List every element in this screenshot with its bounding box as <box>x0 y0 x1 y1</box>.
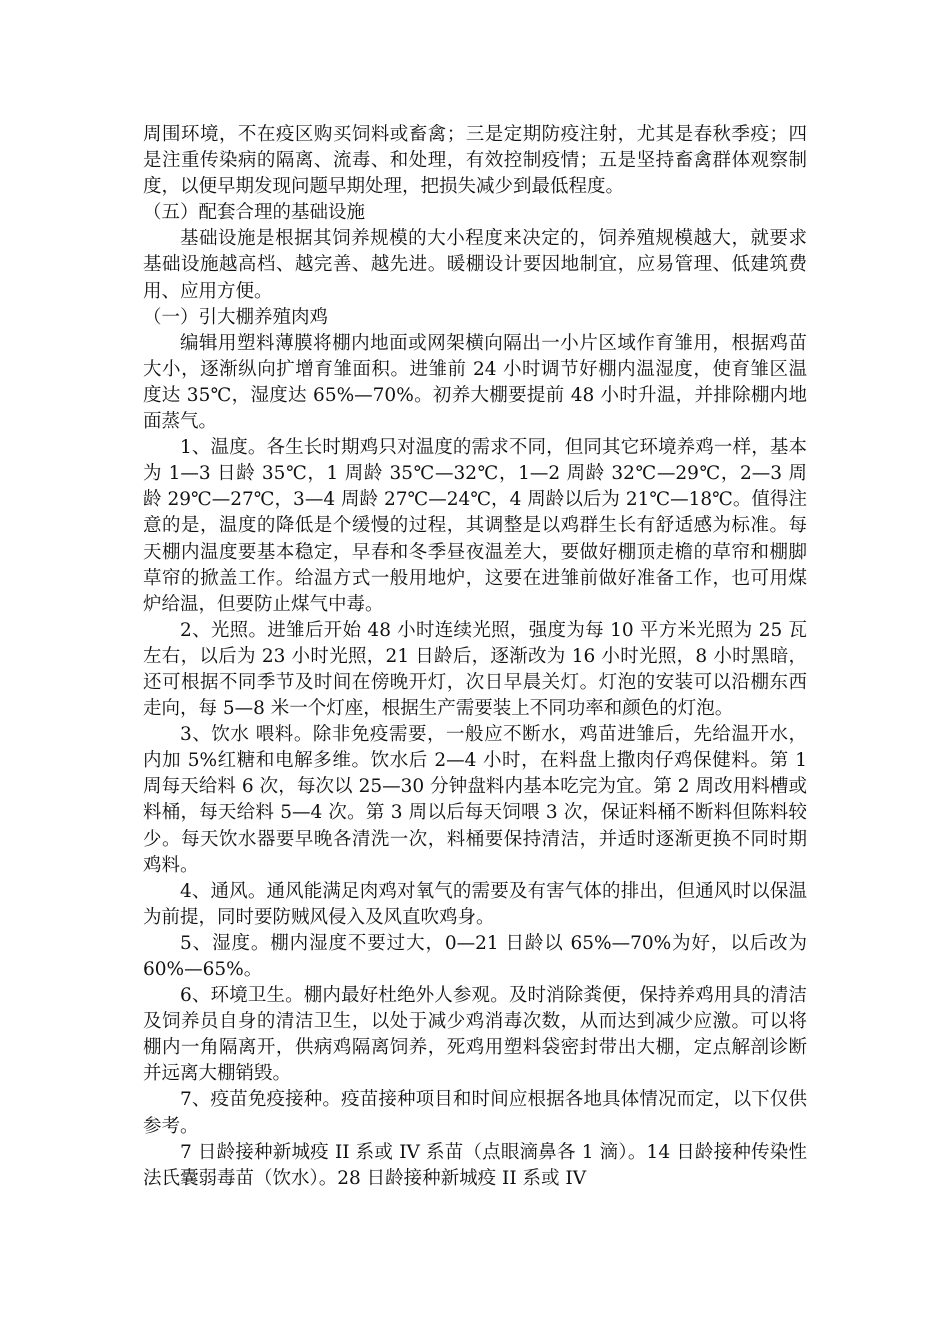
section-heading-greenhouse-broilers: （一）引大棚养殖肉鸡 <box>143 306 329 328</box>
paragraph-vaccination-schedule: 7 日龄接种新城疫 II 系或 IV 系苗（点眼滴鼻各 1 滴）。14 日龄接种传染性法氏囊弱毒苗（饮水）。28 日龄接种新城疫 II 系或 IV <box>143 1141 807 1189</box>
paragraph-hygiene: 6、环境卫生。棚内最好杜绝外人参观。及时消除粪便，保持养鸡用具的清洁及饲养员自身的清洁卫生，以处于减少鸡消毒次数，从而达到减少应激。可以将棚内一角隔离开，供病鸡隔离饲养，死鸡用塑料袋密封带出大棚，定点解剖诊断并远离大棚销毁。 <box>143 985 807 1085</box>
paragraph-vaccination: 7、疫苗免疫接种。疫苗接种项目和时间应根据各地具体情况而定，以下仅供参考。 <box>143 1089 807 1137</box>
document-body <box>143 122 807 1192</box>
section-heading-infrastructure: （五）配套合理的基础设施 <box>143 202 366 224</box>
paragraph-humidity: 5、湿度。棚内湿度不要过大，0—21 日龄以 65%—70%为好，以后改为 60%—65%。 <box>143 932 807 980</box>
paragraph-brooding-area: 编辑用塑料薄膜将棚内地面或网架横向隔出一小片区域作育雏用，根据鸡苗大小，逐渐纵向扩增育雏面积。进雏前 24 小时调节好棚内温湿度，使育雏区温度达 35℃，湿度达 65%—70%。初养大棚要提前 48 小时升温，并排除棚内地面蒸气。 <box>143 332 807 433</box>
paragraph-temperature: 1、温度。各生长时期鸡只对温度的需求不同，但同其它环境养鸡一样，基本为 1—3 日龄 35℃，1 周龄 35℃—32℃，1—2 周龄 32℃—29℃，2—3 周龄 29℃—27℃，3—4 周龄 27℃—24℃，4 周龄以后为 21℃—18℃。值得注意的是，温度的降低是个缓慢的过程，其调整是以鸡群生长有舒适感为标准。每天棚内温度要基本稳定，早春和冬季昼夜温差大，要做好棚顶走檐的草帘和棚脚草帘的掀盖工作。给温方式一般用地炉，这要在进雏前做好准备工作，也可用煤炉给温，但要防止煤气中毒。 <box>143 437 807 615</box>
paragraph-ventilation: 4、通风。通风能满足肉鸡对氧气的需要及有害气体的排出，但通风时以保温为前提，同时要防贼风侵入及风直吹鸡身。 <box>143 880 807 928</box>
paragraph-lighting: 2、光照。进雏后开始 48 小时连续光照，强度为每 10 平方米光照为 25 瓦左右，以后为 23 小时光照，21 日龄后，逐渐改为 16 小时光照，8 小时黑暗，还可根据不同季节及时间在傍晚开灯，次日早晨关灯。灯泡的安装可以沿棚东西走向，每 5—8 米一个灯座，根据生产需要装上不同功率和颜色的灯泡。 <box>143 619 807 720</box>
paragraph-water-feeding: 3、饮水 喂料。除非免疫需要，一般应不断水，鸡苗进雏后，先给温开水，内加 5%红糖和电解多维。饮水后 2—4 小时，在料盘上撒肉仔鸡保健料。第 1 周每天给料 6 次，每次以 25—30 分钟盘料内基本吃完为宜。第 2 周改用料槽或料桶，每天给料 5—4 次。第 3 周以后每天饲喂 3 次，保证料桶不断料但陈料较少。每天饮水器要早晚各清洗一次，料桶要保持清洁，并适时逐渐更换不同时期鸡料。 <box>143 724 807 876</box>
paragraph-infrastructure: 基础设施是根据其饲养规模的大小程度来决定的，饲养殖规模越大，就要求基础设施越高档、越完善、越先进。暖棚设计要因地制宜，应易管理、低建筑费用、应用方便。 <box>143 228 807 302</box>
paragraph-epidemic-prevention-continued: 周围环境，不在疫区购买饲料或畜禽；三是定期防疫注射，尤其是春秋季疫；四是注重传染病的隔离、流毒、和处理，有效控制疫情；五是坚持畜禽群体观察制度，以便早期发现问题早期处理，把损失减少到最低程度。 <box>143 124 807 198</box>
